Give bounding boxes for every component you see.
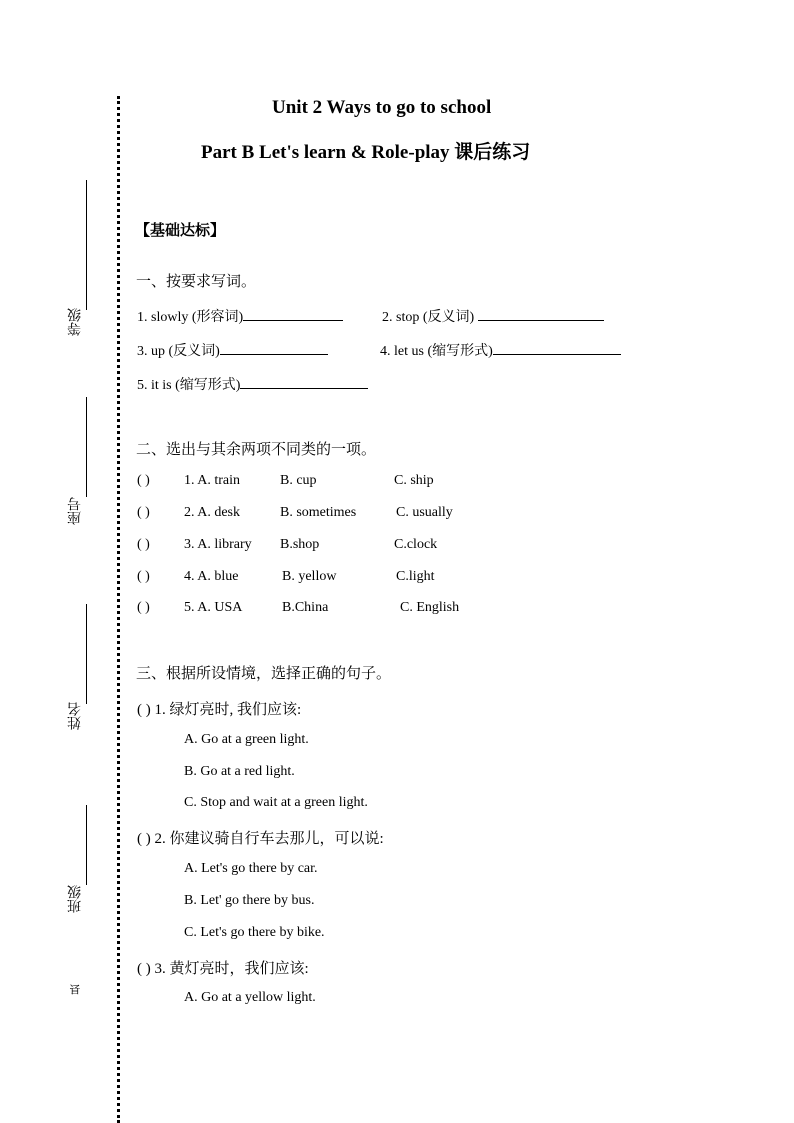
s2-item-option-b: B.China	[282, 600, 329, 615]
section-1-heading: 一、按要求写词。	[136, 274, 257, 290]
s1-q5-blank[interactable]	[240, 375, 368, 389]
seat-underline	[86, 397, 87, 497]
s1-q4-text: 4. let us (缩写形式)	[380, 344, 493, 359]
name-label: 姓名	[68, 702, 83, 730]
s2-item-option-b: B.shop	[280, 537, 320, 552]
s1-q2-blank[interactable]	[478, 307, 604, 321]
name-underline	[86, 604, 87, 704]
s1-q5	[137, 374, 368, 394]
s3-q2-option-c: C. Let's go there by bike.	[184, 925, 325, 940]
s2-item-option-c: C. ship	[394, 473, 434, 488]
class-label: 班级	[68, 885, 83, 913]
s2-item-paren[interactable]: ( )	[137, 473, 150, 488]
s1-q2-text: 2. stop (反义词)	[382, 310, 475, 325]
county-label: 县	[70, 984, 82, 995]
s2-item-paren[interactable]: ( )	[137, 505, 150, 520]
s3-q1-option-b: B. Go at a red light.	[184, 764, 295, 779]
s2-item-paren[interactable]: ( )	[137, 569, 150, 584]
s2-item-option-c: C. English	[400, 600, 460, 615]
s3-q1: ( ) 1. 绿灯亮时, 我们应该:	[137, 702, 302, 718]
s3-q1-option-c: C. Stop and wait at a green light.	[184, 795, 368, 810]
grade-underline	[86, 180, 87, 310]
s1-q3-blank[interactable]	[220, 341, 328, 355]
unit-title: Unit 2 Ways to go to school	[272, 97, 492, 118]
lesson-title: Part B Let's learn & Role-play 课后练习	[201, 142, 531, 163]
s1-q1-text: 1. slowly (形容词)	[137, 310, 244, 325]
s2-item-option-b: B. sometimes	[280, 505, 357, 520]
s2-item-paren[interactable]: ( )	[137, 537, 150, 552]
s2-item-option-a: 2. A. desk	[184, 505, 240, 520]
grade-label: 等级	[68, 308, 83, 336]
s2-item-option-a: 4. A. blue	[184, 569, 239, 584]
s1-q3	[137, 340, 328, 360]
section-2-heading: 二、选出与其余两项不同类的一项。	[136, 442, 377, 458]
s1-q2	[382, 306, 604, 326]
s3-q2: ( ) 2. 你建议骑自行车去那儿，可以说:	[137, 831, 384, 847]
s3-q3-option-a: A. Go at a yellow light.	[184, 990, 316, 1005]
s2-item-option-b: B. yellow	[282, 569, 337, 584]
class-underline	[86, 805, 87, 885]
s3-q1-option-a: A. Go at a green light.	[184, 732, 309, 747]
s1-q4-blank[interactable]	[493, 341, 621, 355]
section-3-heading: 三、根据所设情境，选择正确的句子。	[136, 666, 392, 682]
s1-q3-text: 3. up (反义词)	[137, 344, 220, 359]
s2-item-paren[interactable]: ( )	[137, 600, 150, 615]
s3-q2-option-b: B. Let' go there by bus.	[184, 893, 315, 908]
seat-label: 座号	[68, 497, 83, 525]
s1-q4	[380, 340, 621, 360]
binding-dotted-line	[117, 96, 120, 1123]
s2-item-option-c: C.light	[396, 569, 435, 584]
s2-item-option-a: 1. A. train	[184, 473, 240, 488]
s1-q1-blank[interactable]	[243, 307, 343, 321]
s1-q5-text: 5. it is (缩写形式)	[137, 378, 241, 393]
s2-item-option-a: 3. A. library	[184, 537, 252, 552]
s2-item-option-c: C. usually	[396, 505, 453, 520]
s2-item-option-c: C.clock	[394, 537, 438, 552]
s2-item-option-a: 5. A. USA	[184, 600, 243, 615]
s1-q1	[137, 306, 343, 326]
s3-q3: ( ) 3. 黄灯亮时，我们应该:	[137, 961, 309, 977]
s2-item-option-b: B. cup	[280, 473, 317, 488]
section-basic-heading: 【基础达标】	[135, 223, 226, 239]
s3-q2-option-a: A. Let's go there by car.	[184, 861, 318, 876]
